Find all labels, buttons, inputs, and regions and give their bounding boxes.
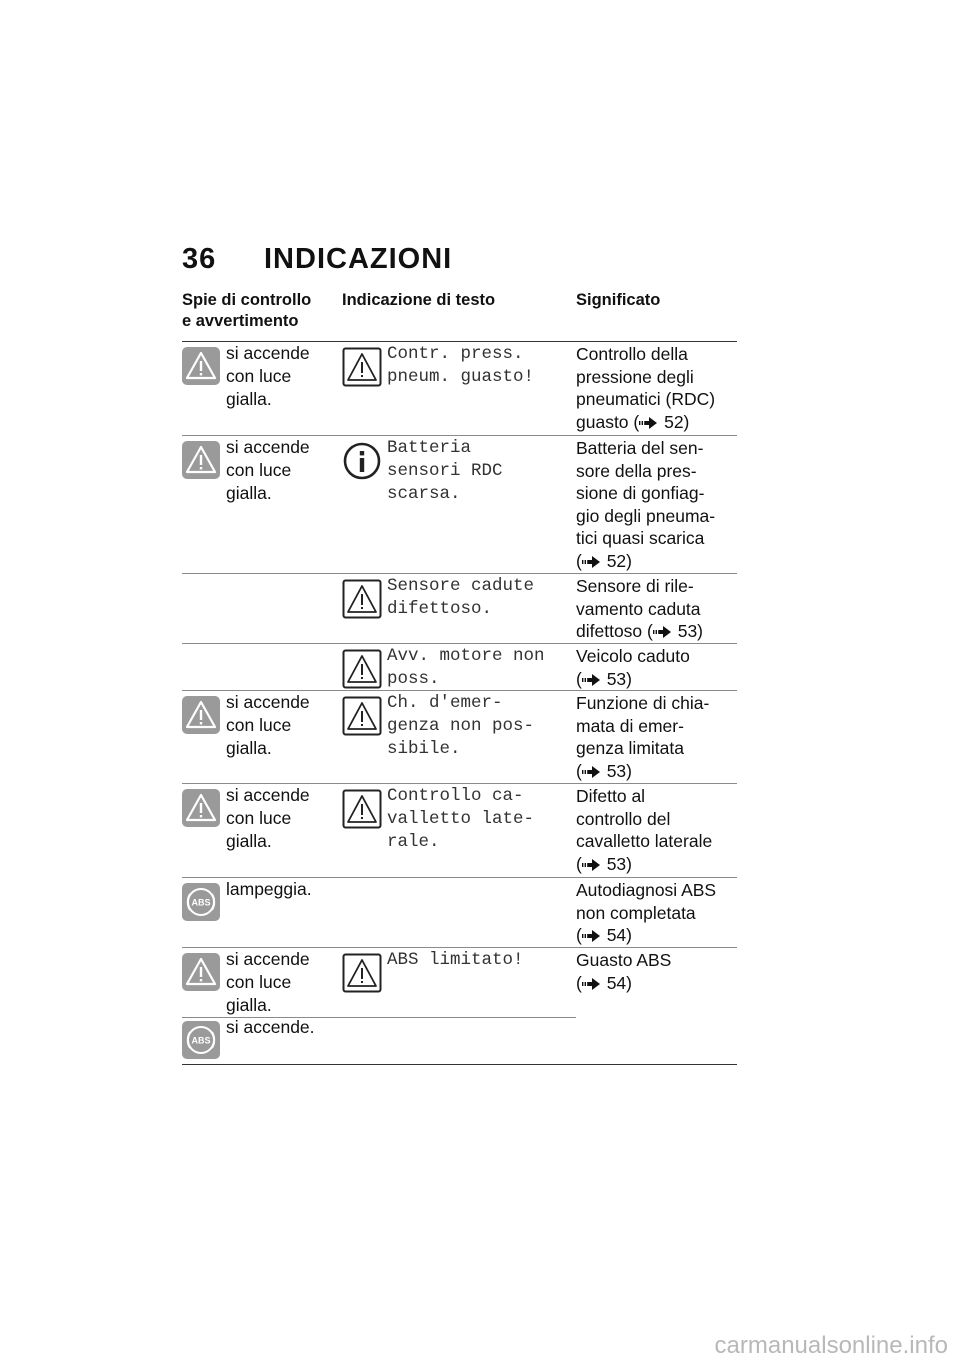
signal-text-line: si accende bbox=[226, 692, 310, 712]
signal-text bbox=[226, 784, 336, 853]
page-reference-number: 53) bbox=[672, 621, 704, 642]
display-text bbox=[387, 437, 577, 506]
meaning-line: controllo del bbox=[576, 808, 671, 829]
warning-triangle-icon bbox=[342, 696, 382, 736]
page-reference-link[interactable]: ( 54) bbox=[576, 925, 632, 946]
signal-text bbox=[226, 948, 336, 1017]
page-reference-arrow-icon bbox=[582, 674, 602, 686]
meaning-cell bbox=[576, 644, 736, 690]
signal-text bbox=[226, 436, 336, 505]
meaning-line: cavalletto laterale bbox=[576, 831, 713, 852]
page-reference-arrow-icon bbox=[639, 417, 659, 429]
meaning-line: genza limitata bbox=[576, 738, 684, 759]
table-row bbox=[182, 877, 737, 946]
display-text-line: Batteria bbox=[387, 438, 472, 458]
page-reference-number: 53) bbox=[601, 668, 632, 689]
warning-triangle-icon bbox=[182, 441, 220, 479]
page-reference-link[interactable]: ( 53) bbox=[576, 760, 632, 781]
display-text-line: ABS limitato! bbox=[387, 950, 524, 970]
signal-text-line: si accende bbox=[226, 785, 310, 805]
meaning-cell bbox=[576, 1016, 736, 1017]
meaning-line: guasto ( 52) bbox=[576, 411, 690, 432]
page-reference-link[interactable]: ( 54) bbox=[576, 972, 632, 993]
meaning-cell bbox=[576, 574, 736, 643]
display-text bbox=[387, 343, 577, 389]
meaning-line: sore della pres- bbox=[576, 460, 697, 481]
page-reference-link[interactable]: ( 52) bbox=[576, 550, 632, 571]
warning-triangle-icon bbox=[342, 649, 382, 689]
abs-icon bbox=[182, 1021, 220, 1059]
table-row bbox=[182, 947, 737, 1015]
warning-triangle-icon bbox=[342, 579, 382, 619]
warning-triangle-icon bbox=[182, 696, 220, 734]
display-text-line: Controllo ca- bbox=[387, 786, 524, 806]
meaning-line: gio degli pneuma- bbox=[576, 505, 716, 526]
meaning-line: vamento caduta bbox=[576, 598, 701, 619]
signal-text-line: si accende. bbox=[226, 1017, 315, 1037]
signal-text-line: gialla. bbox=[226, 389, 272, 409]
display-text bbox=[387, 575, 577, 621]
table-bottom-rule bbox=[182, 1064, 737, 1065]
meaning-line: tici quasi scarica bbox=[576, 528, 705, 549]
abs-icon bbox=[182, 883, 220, 921]
display-text bbox=[387, 645, 577, 691]
column-header-display: Indicazione di testo bbox=[342, 291, 496, 309]
signal-text bbox=[226, 1016, 336, 1039]
display-text-line: Sensore cadute bbox=[387, 576, 535, 596]
table-row bbox=[182, 341, 737, 432]
page-reference-number: 54) bbox=[601, 925, 632, 946]
display-text-line: Contr. press. bbox=[387, 344, 524, 364]
svg-text:ABS: ABS bbox=[191, 1035, 211, 1046]
display-text bbox=[387, 949, 577, 972]
meaning-line: difettoso ( 53) bbox=[576, 621, 704, 642]
signal-text-line: con luce bbox=[226, 972, 292, 992]
display-text-line: Avv. motore non bbox=[387, 646, 545, 666]
signal-text-line: si accende bbox=[226, 343, 310, 363]
signal-text-line: con luce bbox=[226, 715, 292, 735]
meaning-line: Autodiagnosi ABS bbox=[576, 880, 717, 900]
signal-text-line: si accende bbox=[226, 949, 310, 969]
page-reference-link[interactable]: ( 52) bbox=[633, 411, 690, 432]
display-text-line: genza non pos- bbox=[387, 716, 535, 736]
warning-triangle-icon bbox=[182, 347, 220, 385]
meaning-cell bbox=[576, 878, 736, 947]
display-text-line: valletto late- bbox=[387, 809, 535, 829]
warning-triangle-icon bbox=[342, 789, 382, 829]
display-text bbox=[387, 785, 577, 854]
display-text bbox=[387, 692, 577, 761]
signal-text-line: gialla. bbox=[226, 738, 272, 758]
meaning-line: Sensore di rile- bbox=[576, 576, 694, 596]
page-reference-number: 53) bbox=[601, 853, 632, 874]
column-header-signal-line1: Spie di controllo bbox=[182, 291, 312, 309]
warning-triangle-icon bbox=[342, 347, 382, 387]
display-text-line: difettoso. bbox=[387, 599, 493, 619]
meaning-line: pneumatici (RDC) bbox=[576, 389, 716, 410]
signal-text-line: gialla. bbox=[226, 831, 272, 851]
signal-text-line: gialla. bbox=[226, 995, 272, 1015]
page-reference-link[interactable]: ( 53) bbox=[576, 668, 632, 689]
signal-text-line: lampeggia. bbox=[226, 879, 312, 899]
page-reference-arrow-icon bbox=[653, 626, 673, 638]
table-row bbox=[182, 643, 737, 689]
meaning-cell bbox=[576, 784, 736, 875]
signal-text-line: si accende bbox=[226, 437, 310, 457]
meaning-line: Funzione di chia- bbox=[576, 693, 710, 713]
signal-text bbox=[226, 342, 336, 411]
info-icon bbox=[342, 441, 382, 481]
watermark: carmanualsonline.info bbox=[714, 1332, 948, 1359]
page-reference-link[interactable]: ( 53) bbox=[647, 621, 704, 642]
column-header-signal bbox=[182, 290, 332, 332]
page-reference-number: 53) bbox=[601, 760, 632, 781]
page-header bbox=[182, 243, 452, 276]
table-row bbox=[182, 783, 737, 874]
signal-text-line: con luce bbox=[226, 366, 292, 386]
column-header-signal-line2: e avvertimento bbox=[182, 312, 299, 330]
table-row bbox=[182, 435, 737, 571]
signal-text-line: con luce bbox=[226, 808, 292, 828]
display-text-line: sibile. bbox=[387, 739, 461, 759]
page-number: 36 bbox=[182, 243, 217, 275]
meaning-line: Guasto ABS bbox=[576, 950, 672, 970]
display-text-line: poss. bbox=[387, 669, 440, 689]
meaning-line: Controllo della bbox=[576, 344, 688, 364]
page-reference-arrow-icon bbox=[582, 978, 602, 990]
svg-text:ABS: ABS bbox=[191, 897, 211, 908]
table-row bbox=[182, 573, 737, 642]
meaning-line: Veicolo caduto bbox=[576, 646, 690, 666]
page-reference-arrow-icon bbox=[582, 766, 602, 778]
display-text-line: pneum. guasto! bbox=[387, 367, 535, 387]
page-reference-number: 52) bbox=[659, 411, 690, 432]
display-text-line: sensori RDC bbox=[387, 461, 503, 481]
display-text-line: Ch. d'emer- bbox=[387, 693, 503, 713]
meaning-line: pressione degli bbox=[576, 366, 694, 387]
page-reference-number: 52) bbox=[601, 550, 632, 571]
signal-text bbox=[226, 878, 336, 901]
display-text-line: rale. bbox=[387, 832, 440, 852]
column-header-meaning: Significato bbox=[576, 291, 661, 309]
page-reference-arrow-icon bbox=[582, 556, 602, 568]
page-reference-link[interactable]: ( 53) bbox=[576, 853, 632, 874]
signal-text-line: con luce bbox=[226, 460, 292, 480]
meaning-cell bbox=[576, 342, 736, 433]
warning-triangle-icon bbox=[182, 789, 220, 827]
meaning-line: Batteria del sen- bbox=[576, 438, 704, 458]
section-title: INDICAZIONI bbox=[264, 243, 453, 275]
meaning-line: sione di gonfiag- bbox=[576, 483, 705, 504]
meaning-cell bbox=[576, 691, 736, 782]
table-row bbox=[182, 690, 737, 781]
page-reference-arrow-icon bbox=[582, 859, 602, 871]
signal-text bbox=[226, 691, 336, 760]
warning-triangle-icon bbox=[342, 953, 382, 993]
meaning-line: mata di emer- bbox=[576, 715, 684, 736]
meaning-line: Difetto al bbox=[576, 786, 646, 806]
meaning-cell bbox=[576, 436, 736, 573]
inner-row-rule bbox=[182, 1017, 576, 1018]
meaning-cell bbox=[576, 948, 736, 994]
signal-text-line: gialla. bbox=[226, 483, 272, 503]
display-text-line: scarsa. bbox=[387, 484, 461, 504]
page-reference-number: 54) bbox=[601, 972, 632, 993]
warning-triangle-icon bbox=[182, 953, 220, 991]
meaning-line: non completata bbox=[576, 902, 696, 923]
page-reference-arrow-icon bbox=[582, 930, 602, 942]
